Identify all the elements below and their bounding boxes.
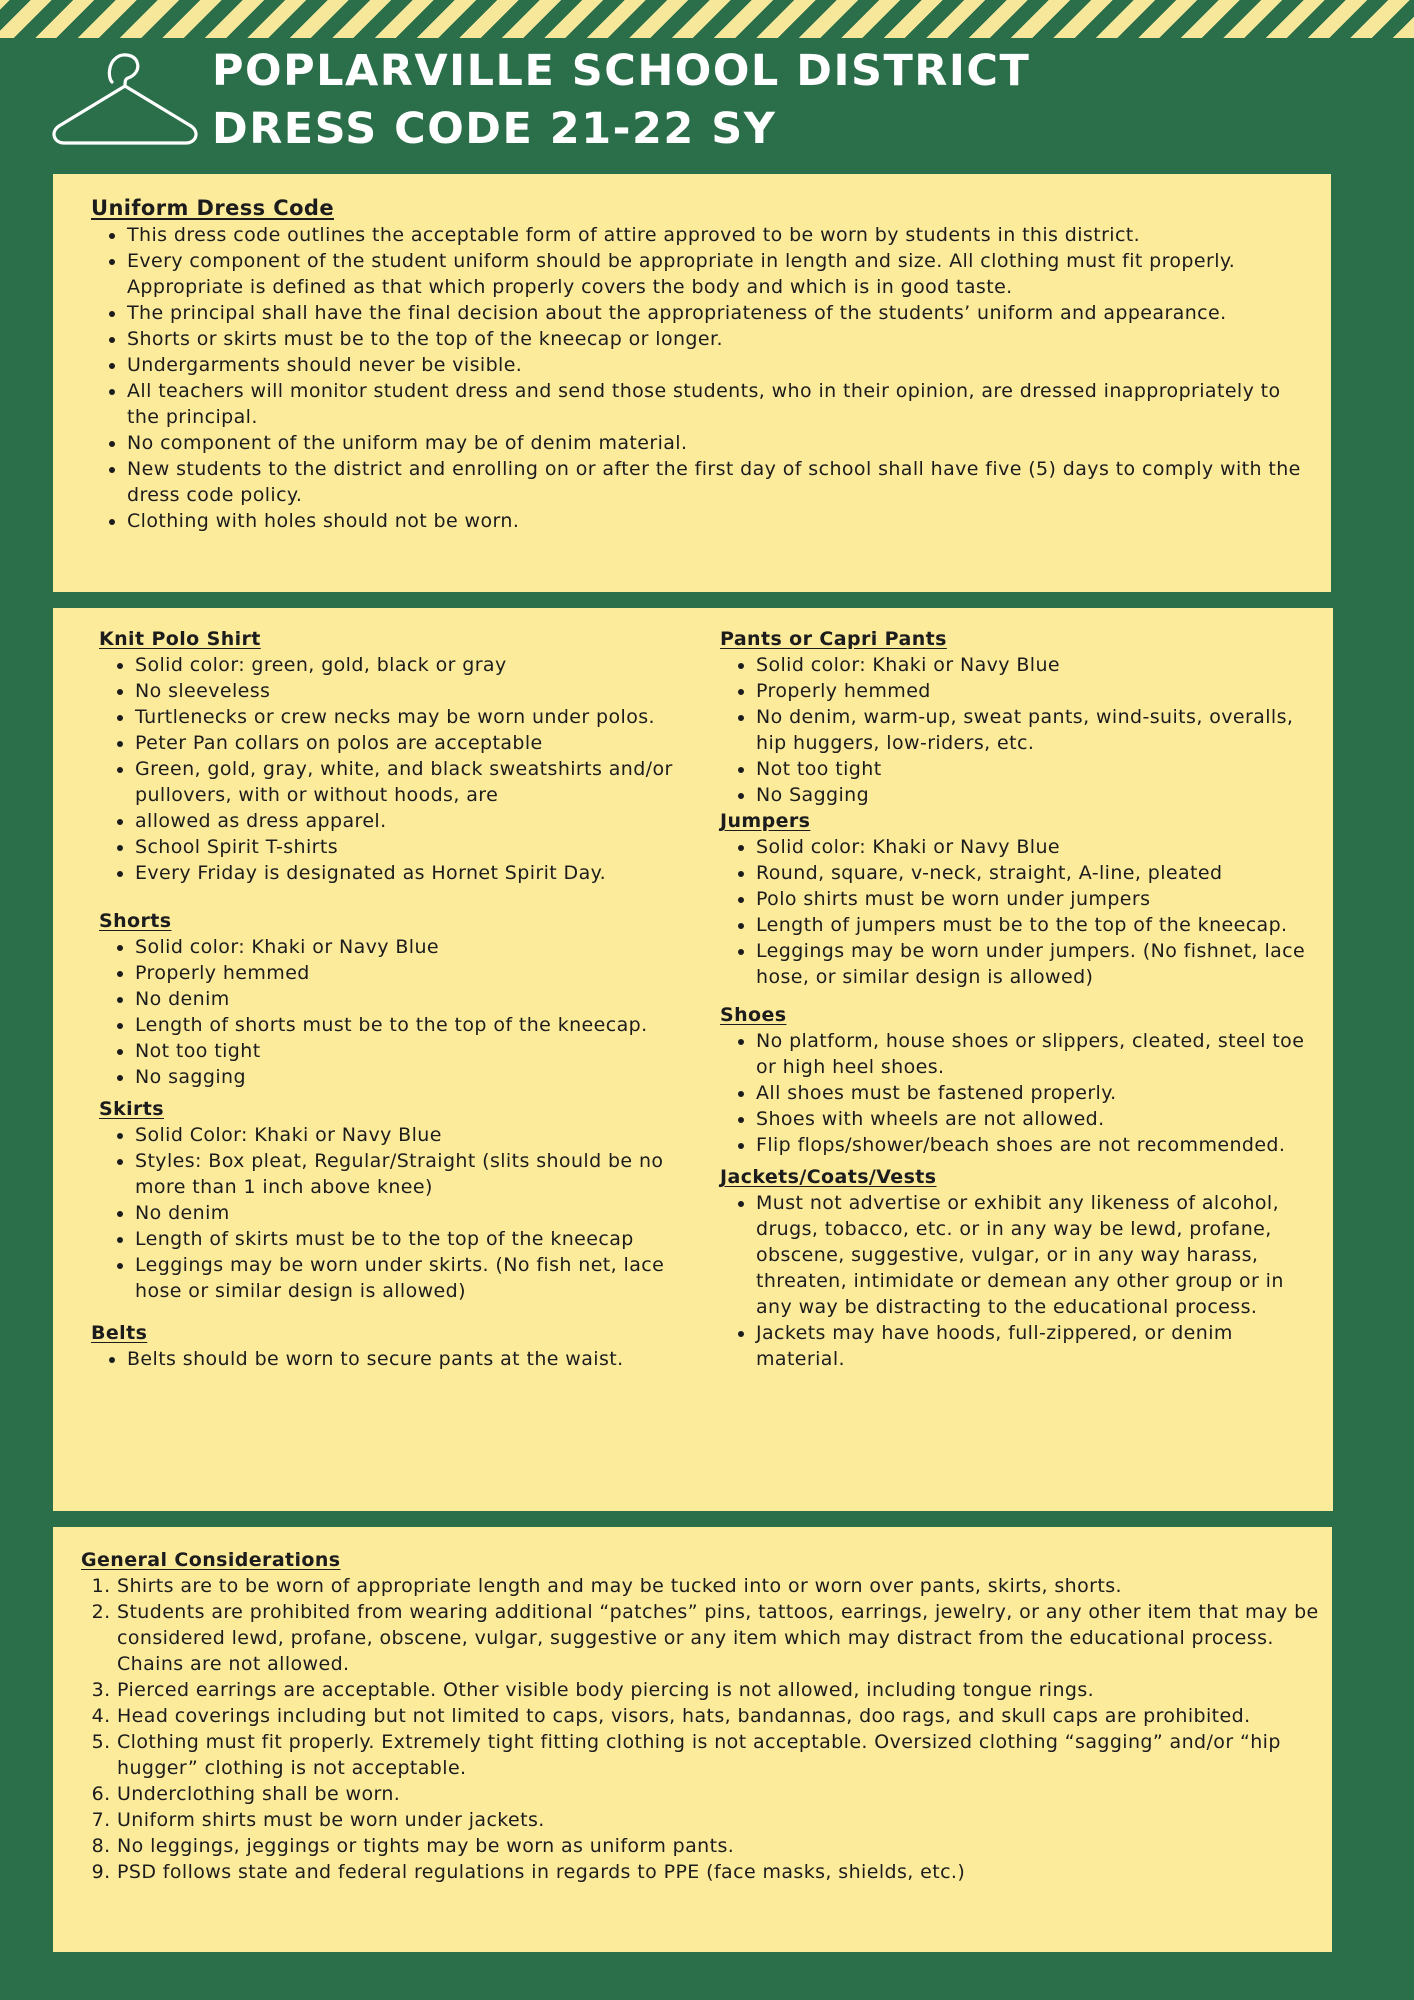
section-heading: Knit Polo Shirt	[99, 628, 261, 650]
jackets-list	[720, 1190, 1320, 1372]
list-item: • Properly hemmed	[756, 678, 1320, 704]
shoes-list	[720, 1028, 1320, 1158]
list-item: • Green, gold, gray, white, and black sweatshirts and/or pullovers, with or without hoods, are	[135, 756, 709, 808]
shorts-list	[99, 934, 709, 1090]
page-header	[0, 38, 1414, 168]
list-item: • Shorts or skirts must be to the top of the kneecap or longer.	[127, 326, 1311, 352]
polo-list	[99, 652, 709, 886]
list-item: • No component of the uniform may be of denim material.	[127, 430, 1311, 456]
list-item: 6. Underclothing shall be worn.	[117, 1781, 1321, 1807]
list-item: • Polo shirts must be worn under jumpers	[756, 886, 1320, 912]
list-item: • Length of jumpers must be to the top of the kneecap.	[756, 912, 1320, 938]
hazard-stripe-border	[0, 0, 1414, 38]
hanger-icon	[52, 48, 198, 146]
list-item: 3. Pierced earrings are acceptable. Other visible body piercing is not allowed, including tongue rings.	[117, 1677, 1321, 1703]
list-item: 8. No leggings, jeggings or tights may be worn as uniform pants.	[117, 1833, 1321, 1859]
general-list	[81, 1573, 1321, 1885]
section-heading: Belts	[91, 1322, 148, 1344]
right-column	[720, 626, 1320, 1372]
title-line-1: POPLARVILLE SCHOOL DISTRICT	[212, 46, 1031, 96]
list-item: 1. Shirts are to be worn of appropriate length and may be tucked into or worn over pants, skirts, shorts.	[117, 1573, 1321, 1599]
list-item: • Length of skirts must be to the top of the kneecap	[135, 1226, 709, 1252]
list-item: • Solid color: Khaki or Navy Blue	[756, 834, 1320, 860]
list-item: • No denim	[135, 986, 709, 1012]
list-item: • No platform, house shoes or slippers, cleated, steel toe or high heel shoes.	[756, 1028, 1320, 1080]
list-item: • Not too tight	[756, 756, 1320, 782]
section-heading: General Considerations	[81, 1549, 341, 1571]
list-item: • This dress code outlines the acceptable form of attire approved to be worn by students in this district.	[127, 222, 1311, 248]
pants-list	[720, 652, 1320, 808]
list-item: • No sleeveless	[135, 678, 709, 704]
list-item: • Not too tight	[135, 1038, 709, 1064]
section-heading: Shorts	[99, 910, 172, 932]
list-item: • Shoes with wheels are not allowed.	[756, 1106, 1320, 1132]
section-heading: Uniform Dress Code	[91, 196, 334, 220]
list-item: 5. Clothing must fit properly. Extremely tight fitting clothing is not acceptable. Oversized clothing “sagging” and/or “hip hugger” clothing is not acceptable.	[117, 1729, 1321, 1781]
section-heading: Jackets/Coats/Vests	[720, 1166, 937, 1188]
list-item: • New students to the district and enrolling on or after the first day of school shall have five (5) days to comply with the dress code policy.	[127, 456, 1311, 508]
list-item: • All shoes must be fastened properly.	[756, 1080, 1320, 1106]
section-heading: Pants or Capri Pants	[720, 628, 947, 650]
list-item: 4. Head coverings including but not limited to caps, visors, hats, bandannas, doo rags, and skull caps are prohibited.	[117, 1703, 1321, 1729]
list-item: • Turtlenecks or crew necks may be worn under polos.	[135, 704, 709, 730]
jumpers-list	[720, 834, 1320, 990]
list-item: 7. Uniform shirts must be worn under jackets.	[117, 1807, 1321, 1833]
list-item: • Belts should be worn to secure pants at the waist.	[127, 1346, 709, 1372]
list-item: • Peter Pan collars on polos are acceptable	[135, 730, 709, 756]
uniform-list	[91, 222, 1311, 534]
general-considerations-panel	[53, 1527, 1332, 1952]
list-item: • School Spirit T-shirts	[135, 834, 709, 860]
list-item: • No denim	[135, 1200, 709, 1226]
title-line-2: DRESS CODE 21-22 SY	[212, 104, 777, 154]
pants-section	[720, 626, 1320, 808]
list-item: • allowed as dress apparel.	[135, 808, 709, 834]
list-item: • The principal shall have the final decision about the appropriateness of the students’ uniform and appearance.	[127, 300, 1311, 326]
list-item: • Solid color: Khaki or Navy Blue	[135, 934, 709, 960]
list-item: • Solid color: Khaki or Navy Blue	[756, 652, 1320, 678]
jackets-section	[720, 1164, 1320, 1372]
list-item: • No denim, warm-up, sweat pants, wind-suits, overalls, hip huggers, low-riders, etc.	[756, 704, 1320, 756]
page-title	[212, 42, 1030, 158]
list-item: • No Sagging	[756, 782, 1320, 808]
list-item: • Properly hemmed	[135, 960, 709, 986]
list-item: • Styles: Box pleat, Regular/Straight (slits should be no more than 1 inch above knee)	[135, 1148, 709, 1200]
list-item: • Clothing with holes should not be worn.	[127, 508, 1311, 534]
belts-list	[91, 1346, 709, 1372]
section-heading: Shoes	[720, 1004, 787, 1026]
jumpers-section	[720, 808, 1320, 990]
attire-details-panel	[53, 608, 1333, 1511]
list-item: • Every component of the student uniform should be appropriate in length and size. All clothing must fit properly. Appropriate is defined as that which properly covers the body and which is in good taste.	[127, 248, 1311, 300]
list-item: 9. PSD follows state and federal regulations in regards to PPE (face masks, shields, etc.)	[117, 1859, 1321, 1885]
list-item: • Jackets may have hoods, full-zippered, or denim material.	[756, 1320, 1320, 1372]
list-item: • Leggings may be worn under skirts. (No fish net, lace hose or similar design is allowed)	[135, 1252, 709, 1304]
section-heading: Jumpers	[720, 810, 811, 832]
list-item: 2. Students are prohibited from wearing additional “patches” pins, tattoos, earrings, jewelry, or any other item that may be considered lewd, profane, obscene, vulgar, suggestive or any item which may distract from the educational process. Chains are not allowed.	[117, 1599, 1321, 1677]
list-item: • Flip flops/shower/beach shoes are not recommended.	[756, 1132, 1320, 1158]
polo-section	[99, 626, 709, 886]
list-item: • Must not advertise or exhibit any likeness of alcohol, drugs, tobacco, etc. or in any way be lewd, profane, obscene, suggestive, vulgar, or in any way harass, threaten, intimidate or demean any other group or in any way be distracting to the educational process.	[756, 1190, 1320, 1320]
list-item: • Solid Color: Khaki or Navy Blue	[135, 1122, 709, 1148]
list-item: • Leggings may be worn under jumpers. (No fishnet, lace hose, or similar design is allowed)	[756, 938, 1320, 990]
list-item: • Undergarments should never be visible.	[127, 352, 1311, 378]
list-item: • No sagging	[135, 1064, 709, 1090]
uniform-dress-code-panel	[53, 174, 1331, 592]
shoes-section	[720, 1002, 1320, 1158]
shorts-section	[99, 908, 709, 1090]
list-item: • All teachers will monitor student dress and send those students, who in their opinion, are dressed inappropriately to the principal.	[127, 378, 1311, 430]
skirts-section	[99, 1096, 709, 1304]
section-heading: Skirts	[99, 1098, 164, 1120]
list-item: • Round, square, v-neck, straight, A-line, pleated	[756, 860, 1320, 886]
list-item: • Solid color: green, gold, black or gray	[135, 652, 709, 678]
left-column	[91, 626, 709, 1372]
skirts-list	[99, 1122, 709, 1304]
list-item: • Every Friday is designated as Hornet Spirit Day.	[135, 860, 709, 886]
list-item: • Length of shorts must be to the top of the kneecap.	[135, 1012, 709, 1038]
belts-section	[91, 1320, 709, 1372]
